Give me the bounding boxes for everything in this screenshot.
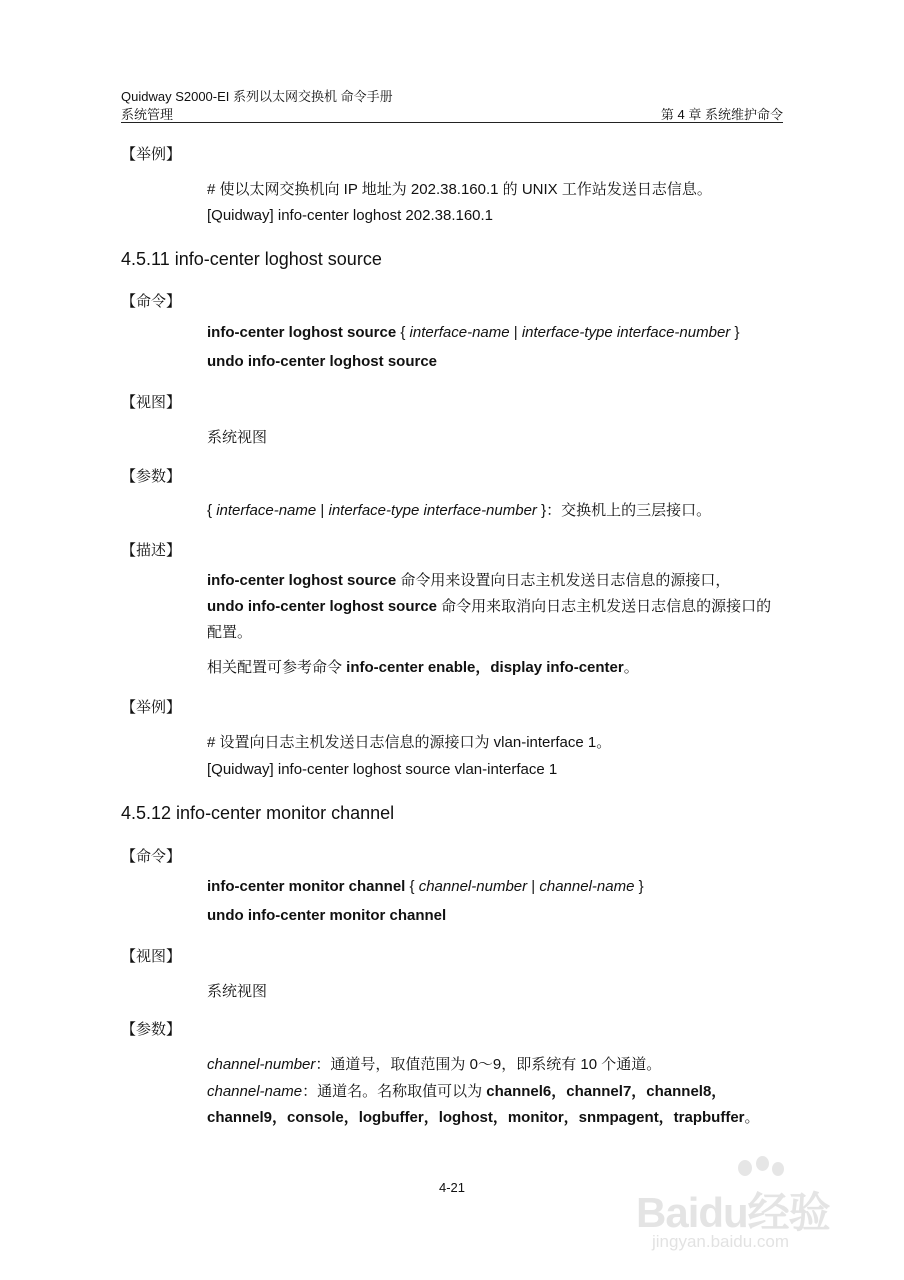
desc-keyword-1: info-center loghost source — [207, 572, 397, 589]
section-heading-4-5-11: 4.5.11 info-center loghost source — [121, 249, 382, 269]
param-label: 【参数】 — [121, 468, 182, 485]
section-heading-4-5-12: 4.5.12 info-center monitor channel — [121, 803, 395, 823]
example-label: 【举例】 — [121, 146, 182, 163]
section-name: 系统管理 — [121, 107, 174, 122]
page-number: 4-21 — [438, 1180, 466, 1195]
param-values-2: channel9，console，logbuffer，loghost，monitor，snmpagent，trapbuffer — [207, 1109, 745, 1126]
related-command-list: info-center enable，display info-center — [346, 659, 624, 676]
param-label: 【参数】 — [121, 1021, 182, 1038]
watermark-url: jingyan.baidu.com — [652, 1232, 790, 1251]
example-command: [Quidway] info-center loghost 202.38.160.1 — [207, 207, 494, 224]
param-desc: ：通道号，取值范围为 0～9，即系统有 10 个通道。 — [315, 1056, 662, 1073]
chapter-name: 第 4 章 系统维护命令 — [660, 107, 783, 122]
desc-paragraph — [207, 568, 783, 646]
paw-toe — [772, 1162, 784, 1176]
brace-close: } — [634, 878, 644, 895]
related-prefix: 相关配置可参考命令 — [207, 659, 347, 676]
book-title: Quidway S2000-EI 系列以太网交换机 命令手册 — [121, 89, 393, 104]
desc-keyword-2: undo info-center loghost source — [207, 598, 438, 615]
brace-close: } — [730, 324, 740, 341]
arg-channel-name: channel-name — [539, 878, 635, 895]
desc-text-1: 命令用来设置向日志主机发送日志信息的源接口， — [396, 572, 731, 589]
param-desc: ：通道名。名称取值可以为 — [302, 1083, 487, 1100]
param-desc-text: ：交换机上的三层接口。 — [546, 502, 712, 519]
param-channel-number — [207, 1053, 661, 1074]
desc-text-2: 命令用来取消向日志主机发送日志信息的源接口的配置。 — [207, 598, 772, 641]
arg-separator: | — [527, 878, 540, 895]
param-values-1: channel6，channel7，channel8， — [486, 1083, 727, 1100]
view-label: 【视图】 — [121, 948, 182, 965]
arg-interface-name: interface-name — [409, 324, 510, 341]
baidu-watermark — [636, 1160, 846, 1255]
view-value: 系统视图 — [207, 429, 268, 446]
paw-icon — [738, 1160, 752, 1176]
command-label: 【命令】 — [121, 293, 182, 310]
related-suffix: 。 — [623, 659, 639, 676]
param-description — [207, 499, 711, 520]
param-brace-open: { — [207, 502, 217, 519]
brace-open: { — [396, 324, 410, 341]
example-comment: # 设置向日志主机发送日志信息的源接口为 vlan-interface 1。 — [207, 734, 612, 751]
example-command: [Quidway] info-center loghost source vlan-interface 1 — [207, 761, 558, 778]
undo-command: undo info-center loghost source — [207, 353, 438, 370]
arg-separator: | — [509, 324, 522, 341]
example-label: 【举例】 — [121, 699, 182, 716]
param-end: 。 — [744, 1109, 760, 1126]
command-keyword: info-center monitor channel — [207, 878, 406, 895]
header-rule — [121, 122, 783, 123]
watermark-brand: Baidu经验 — [636, 1189, 830, 1236]
arg-interface-type: interface-type interface-number — [521, 324, 731, 341]
param-name: channel-number — [207, 1056, 316, 1073]
param-arg-interface-name: interface-name — [216, 502, 317, 519]
command-syntax — [207, 324, 739, 341]
related-commands — [207, 656, 639, 677]
command-syntax — [207, 878, 644, 895]
desc-label: 【描述】 — [121, 542, 182, 559]
param-separator: | — [316, 502, 329, 519]
param-name: channel-name — [207, 1083, 303, 1100]
example-comment: # 使以太网交换机向 IP 地址为 202.38.160.1 的 UNIX 工作站发送日志信息。 — [207, 181, 712, 198]
paw-toe — [756, 1156, 769, 1171]
command-keyword: info-center loghost source — [207, 324, 397, 341]
param-arg-interface-type: interface-type interface-number — [328, 502, 537, 519]
param-channel-name — [207, 1079, 783, 1131]
param-brace-close: } — [536, 502, 547, 519]
undo-command: undo info-center monitor channel — [207, 907, 447, 924]
arg-channel-number: channel-number — [418, 878, 528, 895]
command-label: 【命令】 — [121, 848, 182, 865]
view-value: 系统视图 — [207, 983, 268, 1000]
brace-open: { — [405, 878, 419, 895]
view-label: 【视图】 — [121, 394, 182, 411]
